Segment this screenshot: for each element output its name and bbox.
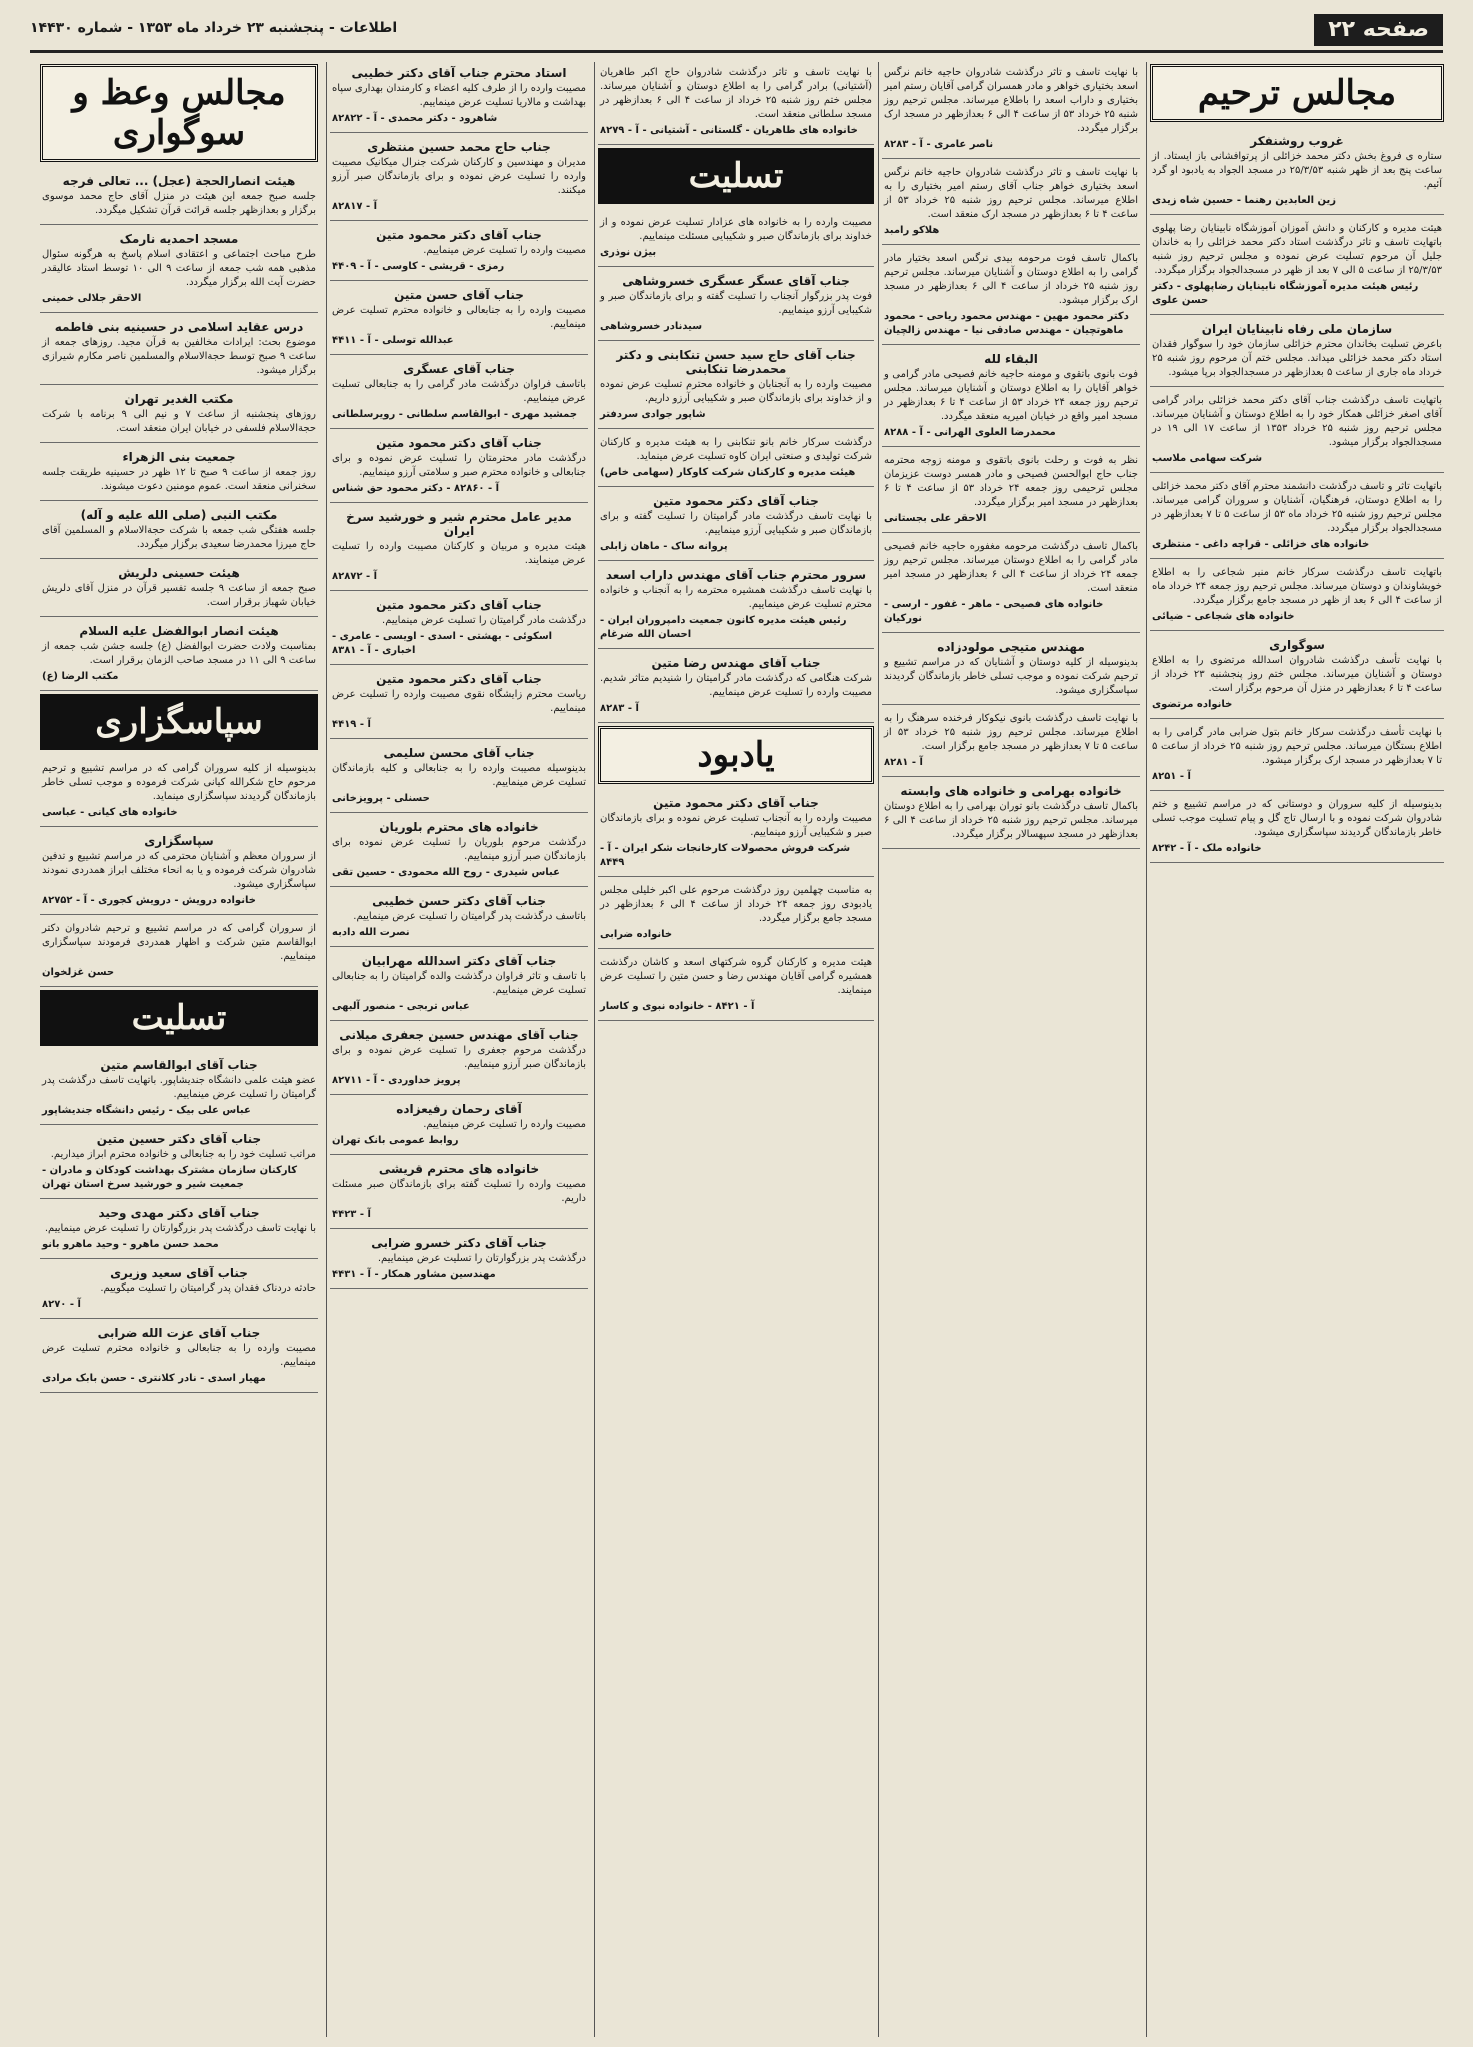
notice-signature: شرکت سهامی ملاسب: [1152, 453, 1263, 464]
notice-signature: رئیس هیئت مدیره کانون جمعیت دامپروران ایران - احسان الله ضرغام: [600, 615, 847, 640]
notice: [1150, 130, 1444, 215]
notice-body: روز جمعه از ساعت ۹ صبح تا ۱۲ ظهر در حسینیه طریقت جلسه سخنرانی منعقد است. عموم مومنین دعوت میشوند.: [42, 467, 316, 492]
notice-signature: آ - ۴۴۱۹: [332, 719, 371, 730]
notice-signature: رئیس هیئت مدیره آموزشگاه نابینایان رضاپهلوی - دکتر حسن علوی: [1152, 281, 1419, 306]
notice: [330, 1158, 588, 1229]
section-banner: سپاسگزاری: [40, 694, 318, 750]
notice-body: مصیبت وارده را تسلیت عرض مینماییم.: [423, 245, 586, 256]
notice-body: روزهای پنجشنبه از ساعت ۷ و نیم الی ۹ برنامه با شرکت حجةالاسلام فلسفی در خیابان ایران منعقد است.: [42, 409, 316, 434]
notice-body: فوت پدر بزرگوار آنجناب را تسلیت گفته و برای بازماندگان صبر و شکیبایی آرزو مینماییم.: [600, 291, 872, 316]
notice-signature: خانواده ضرابی: [600, 929, 673, 940]
notice-signature: آ - ۸۲۸۳: [600, 703, 639, 714]
notice: [40, 562, 318, 617]
notice-heading: جناب آقای دکتر حسین متین: [96, 1132, 262, 1146]
notice-body: عضو هیئت علمی دانشگاه جندیشاپور. باتهایت تاسف درگذشت پدر گرامیتان را تسلیت عرض مینماییم.: [42, 1075, 316, 1100]
notice-signature: نصرت الله دادبه: [332, 927, 410, 938]
notice-body: طرح مباحث اجتماعی و اعتقادی اسلام پاسخ به هرگونه سئوال مذهبی همه شب جمعه از ساعت ۹ الی ۱۰ توسط استاد عالیقدر حضرت آیت الله برگزار میگردد.: [42, 249, 316, 288]
notice: [598, 212, 874, 267]
notice: [330, 1232, 588, 1289]
notice-signature: مهندسین مشاور همکار - آ - ۴۴۳۱: [332, 1269, 496, 1280]
notice-body: بدینوسیله از کلیه دوستان و آشنایان که در مراسم تشییع و ترحیم شرکت نموده و موجب تسلی خاطر بازماندگان گردیدند سپاسگزاری میشود.: [884, 657, 1138, 696]
column-2: [882, 62, 1140, 2037]
notice-signature: مهیار اسدی - نادر کلانتری - حسن بابک مرادی: [42, 1373, 266, 1384]
notice-body: با نهایت تأسف درگذشت سرکار خانم بتول ضرابی مادر گرامی را به اطلاع بستگان میرساند. مجلس ترحیم روز شنبه ۲۵ خرداد از ساعت ۵ تا ۷ بعدازظهر در مسجد ارک برگزار میشود.: [1152, 727, 1443, 766]
notice-body: شرکت هنگامی که درگذشت مادر گرامیتان را شنیدیم متاثر شدیم. مصیبت وارده را تسلیت عرض مینماییم.: [600, 673, 872, 698]
notice-heading: هیئت انصارالحجة (عجل) ... تعالی فرجه: [62, 174, 296, 188]
notice-signature: آ - ۸۲۸۱۷: [332, 201, 378, 212]
notice: [598, 432, 874, 487]
notice-body: هیئت مدیره و مربیان و کارکنان مصیبت وارده را تسلیت عرض مینمایند.: [332, 541, 586, 566]
notice-signature: عبدالله توسلی - آ - ۴۴۱۱: [332, 335, 454, 346]
notice-body: باکمال تاسف فوت مرحومه بیدی نرگس اسعد بختیار مادر گرامی را به اطلاع دوستان و آشنایان میرساند. مجلس ترحیم روز شنبه ۲۵ خرداد از ساعت ۴ الی ۶ بعدازظهر در مسجد ارک برگزار میشود.: [884, 253, 1138, 306]
notice-signature: آ - ۴۴۲۳: [332, 1209, 371, 1220]
notice: [330, 1098, 588, 1155]
notice: [1150, 562, 1444, 631]
notice-heading: جناب آقای محسن سلیمی: [383, 746, 535, 760]
notice: [882, 248, 1140, 345]
notice-signature: شاپور جوادی سردفتر: [600, 409, 706, 420]
notice: [40, 228, 318, 313]
notice-signature: خانواده های شجاعی - ضیائی: [1152, 611, 1295, 622]
column-rule: [326, 62, 327, 2037]
notice-signature: آ - ۸۴۲۱ - خانواده نبوی و کاسار: [600, 1001, 755, 1012]
notice: [330, 432, 588, 503]
notice: [330, 506, 588, 591]
notice-signature: الاحقر جلالی خمینی: [42, 293, 142, 304]
notice-body: باتاسف فراوان درگذشت مادر گرامی را به جنابعالی تسلیت عرض مینماییم.: [332, 379, 586, 404]
notice: [40, 830, 318, 915]
notice-body: باتهایت تاسف درگذشت سرکار خانم منیر شجاعی را به اطلاع خویشاوندان و دوستان میرساند. مجلس ترحیم روز جمعه ۲۴ خرداد ماه از ساعت ۴ الی ۶ بعد از ظهر در مسجد جامع برگزار میگردد.: [1152, 567, 1442, 606]
notice-heading: سپاسگزاری: [144, 834, 214, 848]
notice-heading: البقاء لله: [984, 352, 1038, 366]
notice-heading: مدیر عامل محترم شیر و خورشید سرخ ایران: [346, 510, 572, 538]
notice-signature: شاهرود - دکتر محمدی - آ - ۸۲۸۲۲: [332, 113, 498, 124]
section-banner: مجالس ترحیم: [1150, 64, 1444, 122]
notice: [330, 284, 588, 355]
notice-body: ستاره ی فروغ بخش دکتر محمد خزائلی از پرتوافشانی باز ایستاد. از ساعت پنج بعد از ظهر شنبه ۲۵/۳/۵۳ در مسجد الجواد به یادبود او گرد آئیم.: [1152, 151, 1442, 190]
notice-signature: سیدنادر خسروشاهی: [600, 321, 703, 332]
notice-body: درگذشت مرحوم جعفری را تسلیت عرض نموده و برای بازماندگان صبر آرزو مینماییم.: [332, 1045, 586, 1070]
notice-body: هیئت مدیره و کارکنان گروه شرکتهای اسعد و کاشان درگذشت همشیره گرامی آقایان مهندس رضا و حسن متین را تسلیت عرض مینمایند.: [600, 957, 872, 996]
notice-heading: مکتب النبی (صلی الله علیه و آله): [80, 508, 278, 522]
notice: [882, 450, 1140, 533]
notice-body: با نهایت تاسف درگذشت مادر گرامیتان را تسلیت گفته و برای بازماندگان صبر و شکیبایی آرزو مینماییم.: [600, 511, 872, 536]
notice: [40, 918, 318, 987]
notice: [40, 170, 318, 225]
notice-body: با نهایت تاسف و تاثر درگذشت شادروان حاجیه خانم نرگس اسعد بختیاری خواهر و مادر همسران گرامی آقایان رستم امیر بختیاری و داراب اسعد را باطلاع میرساند. مجلس ترحیم روز شنبه ۲۵ خرداد ۵۳ از ساعت ۴ الی ۶ بعدازظهر در مسجد ارک برگزار میگردد.: [884, 67, 1138, 134]
notice-signature: هلاکو رامبد: [884, 225, 940, 236]
notice-signature: خانواده مرتضوی: [1152, 699, 1233, 710]
notice: [40, 446, 318, 501]
notice: [598, 564, 874, 649]
section-banner: تسلیت: [40, 990, 318, 1046]
notice-heading: مهندس متیجی مولودزاده: [937, 640, 1085, 654]
notice-signature: پروانه ساک - ماهان زابلی: [600, 541, 728, 552]
notice-heading: خانواده های محترم بلوریان: [379, 820, 539, 834]
notice-heading: سازمان ملی رفاه نابینایان ایران: [1201, 322, 1393, 336]
notice: [1150, 634, 1444, 719]
notice-heading: جناب آقای دکتر محمود متین: [376, 436, 542, 450]
notice-heading: جناب آقای دکتر خسرو ضرابی: [371, 1236, 547, 1250]
notice-body: مصیبت وارده را به آنجناب تسلیت عرض نموده و برای بازماندگان صبر و شکیبایی آرزو مینماییم.: [600, 813, 872, 838]
notice: [598, 344, 874, 429]
notice-body: صبح جمعه از ساعت ۹ جلسه تفسیر قرآن در منزل آقای دلریش خیابان شهباز برقرار است.: [42, 583, 316, 608]
notice: [598, 490, 874, 561]
notice: [882, 62, 1140, 159]
column-4: [330, 62, 588, 2037]
notice-signature: عباس علی بیک - رئیس دانشگاه جندیشاپور: [42, 1105, 251, 1116]
notice: [1150, 476, 1444, 559]
notice: [882, 536, 1140, 633]
notice: [598, 880, 874, 949]
notice-body: به مناسبت چهلمین روز درگذشت مرحوم علی اکبر خلیلی مجلس یادبودی روز جمعه ۲۴ خرداد از ساعت ۴ الی ۶ بعدازظهر در مسجد جامع برگزار میگردد.: [600, 885, 872, 924]
notice-body: باتاسف درگذشت پدر گرامیتان را تسلیت عرض مینماییم.: [353, 911, 586, 922]
notice: [40, 316, 318, 385]
page-number: صفحه ۲۲: [1314, 14, 1443, 46]
notice: [40, 1202, 318, 1259]
notice: [1150, 390, 1444, 473]
notice-signature: پرویز خداوردی - آ - ۸۲۷۱۱: [332, 1075, 461, 1086]
notice: [330, 136, 588, 221]
notice-signature: حسنلی - پرویزخانی: [332, 793, 430, 804]
notice-signature: خانواده ملک - آ - ۸۲۴۲: [1152, 843, 1262, 854]
column-3: [598, 62, 874, 2037]
notice-body: بدینوسیله از کلیه سروران و دوستانی که در مراسم تشییع و ختم شادروان شرکت نموده و با ارسال تاج گل و پیام تسلیت موجب تسلی خاطر بازماندگان گردیدند سپاسگزاری میشود.: [1152, 799, 1442, 838]
notice-signature: شرکت فروش محصولات کارخانجات شکر ایران - آ - ۸۴۴۹: [600, 843, 851, 868]
notice: [330, 62, 588, 133]
notice-heading: مسجد احمدیه نارمک: [119, 232, 239, 246]
notice: [40, 1128, 318, 1199]
column-1: [1150, 62, 1444, 2037]
notice-body: نظر به فوت و رحلت بانوی باتقوی و مومنه زوجه محترمه جناب حاج ابوالحسن فصیحی و مادر همسر دوست عزیزمان مجلس ترحیمی روز جمعه ۲۴ خرداد ۵۳ از ساعت ۴ تا ۶ بعدازظهر در مسجد امیر برگزار میگردد.: [884, 455, 1139, 508]
notice-signature: بیژن نوذری: [600, 247, 657, 258]
notice-body: مصیبت وارده را به جنابعالی و خانواده محترم تسلیت عرض مینماییم.: [42, 1343, 316, 1368]
notice-signature: اسکوئی - بهشتی - اسدی - اویسی - عامری - اخباری - آ - ۸۳۸۱: [332, 631, 553, 656]
notice-body: با نهایت تاسف و تاثر درگذشت شادروان حاج اکبر طاهریان (آشتیانی) برادر گرامی را به اطلاع دوستان و آشنایان میرساند. مجلس ختم روز شنبه ۲۵ خرداد از ساعت ۴ الی ۶ بعدازظهر در مسجد سلطانی منعقد است.: [600, 67, 872, 120]
notice-body: جلسه صبح جمعه این هیئت در منزل آقای حاج محمد موسوی برگزار و بعدازظهر جلسه قرائت قرآن تشکیل میگردد.: [42, 191, 316, 216]
notice-heading: خانواده بهرامی و خانواده های وابسته: [900, 784, 1122, 798]
notice-signature: آ - ۸۲۵۱: [1152, 771, 1191, 782]
notice: [40, 758, 318, 827]
notice: [882, 708, 1140, 777]
notice: [40, 1262, 318, 1319]
notice-body: جلسه هفتگی شب جمعه با شرکت حجةالاسلام و المسلمین آقای حاج میرزا محمدرضا سعیدی برگزار میگردد.: [42, 525, 316, 550]
notice-signature: ناصر عامری - آ - ۸۲۸۳: [884, 139, 994, 150]
notice-body: بمناسبت ولادت حضرت ابوالفضل (ع) جلسه جشن شب جمعه از ساعت ۹ الی ۱۱ در مسجد صاحب الزمان برقرار است.: [42, 641, 316, 666]
masthead: [30, 14, 1443, 53]
notice-signature: زین العابدین رهنما - حسین شاه زیدی: [1152, 195, 1337, 206]
notice: [598, 62, 874, 145]
column-rule: [594, 62, 595, 2037]
notice-heading: جناب آقای عسگر عسگری خسروشاهی: [622, 274, 850, 288]
notice-signature: خانواده های کیانی - عباسی: [42, 807, 178, 818]
section-banner: تسلیت: [598, 148, 874, 204]
notice: [1150, 794, 1444, 863]
notice-signature: خانواده درویش - درویش کجوری - آ - ۸۲۷۵۲: [42, 895, 256, 906]
notice-heading: جمعیت بنی الزهراء: [122, 450, 236, 464]
notice-signature: آ - ۸۲۷۰: [42, 1299, 81, 1310]
notice-body: ریاست محترم زایشگاه نقوی مصیبت وارده را تسلیت عرض مینماییم.: [332, 689, 586, 714]
notice-heading: جناب آقای دکتر محمود متین: [376, 672, 542, 686]
notice: [40, 1054, 318, 1125]
notice-heading: جناب آقای دکتر محمود متین: [376, 228, 542, 242]
notice-heading: جناب آقای عسگری: [403, 362, 515, 376]
notice-body: با نهایت تاسف درگذشت همشیره محترمه را به آنجناب و خانواده محترم تسلیت عرض مینماییم.: [600, 585, 872, 610]
notice-body: باکمال تاسف درگذشت بانو توران بهرامی را به اطلاع دوستان میرساند. مجلس ترحیم روز شنبه ۲۵ خرداد از ساعت ۴ الی ۶ بعدازظهر در مسجد سپهسالار برگزار میگردد.: [884, 801, 1138, 840]
notice-signature: خانواده های فصیحی - ماهر - غفور - ارسی - نورکیان: [884, 599, 1104, 624]
notice-heading: جناب آقای ابوالقاسم متین: [100, 1058, 258, 1072]
notice-body: باتهایت تاسف درگذشت جناب آقای دکتر محمد خزائلی برادر گرامی آقای اصغر خزائلی همکار خود را به اطلاع دوستان و آشنایان میرساند. مجلس ترحیم روز شنبه ۲۵ خرداد ۱۳۵۳ از ساعت ۱۷ الی ۱۹ در مسجدالجواد برگزار میشود.: [1152, 395, 1442, 448]
column-5: [40, 62, 318, 2037]
notice-body: بدینوسیله مصیبت وارده را به جنابعالی و کلیه بازماندگان تسلیت عرض مینماییم.: [332, 763, 586, 788]
notice-signature: حسن غزلخوان: [42, 967, 115, 978]
notice-body: مصیبت وارده را تسلیت گفته برای بازماندگان صبر مسئلت داریم.: [332, 1179, 586, 1204]
notice: [40, 1322, 318, 1393]
notice: [330, 668, 588, 739]
notice-heading: خانواده های محترم قریشی: [378, 1162, 540, 1176]
notice-body: با نهایت تأسف درگذشت شادروان اسدالله مرتضوی را به اطلاع دوستان و آشنایان میرساند. مجلس ختم روز پنجشنبه ۲۳ خرداد از ساعت ۴ تا ۶ بعدازظهر در منزل آن مرحوم برگزار است.: [1152, 655, 1442, 694]
notice-signature: آ - ۸۲۸۶۰ - دکتر محمود حق شناس: [332, 483, 500, 494]
notice-signature: محمد حسن ماهرو - وحید ماهرو بانو: [42, 1239, 219, 1250]
notice-heading: جناب آقای حاج سید حسن تنکابنی و دکتر محمدرضا تنکابنی: [616, 348, 856, 376]
notice-signature: دکتر محمود مهین - مهندس محمود ریاحی - محمود ماهوتچیان - مهندس صادقی نیا - مهندس زالچیان: [884, 311, 1129, 336]
notice-signature: الاحقر علی بجستانی: [884, 513, 987, 524]
notice: [330, 358, 588, 429]
notice: [330, 890, 588, 947]
notice: [882, 780, 1140, 849]
section-banner: یادبود: [598, 726, 874, 784]
notice-heading: مکتب الغدیر تهران: [124, 392, 234, 406]
notice-heading: جناب آقای سعید وزیری: [110, 1266, 248, 1280]
notice-body: درگذشت پدر بزرگوارتان را تسلیت عرض مینماییم.: [377, 1253, 586, 1264]
notice-signature: عباس شیدری - روح الله محمودی - حسین تقی: [332, 867, 560, 878]
notice-body: مصیبت وارده را به آنجنابان و خانواده محترم تسلیت عرض نموده و از خداوند برای بازماندگان صبر و شکیبایی آرزو داریم.: [600, 379, 872, 404]
notice-body: درگذشت سرکار خانم بانو تنکابنی را به هیئت مدیره و کارکنان شرکت تولیدی و صنعتی ایران کاوه تسلیت عرض مینماید.: [600, 437, 872, 462]
notice-heading: جناب آقای حسن متین: [394, 288, 524, 302]
notice-body: باکمال تاسف درگذشت مرحومه مغفوره حاجیه خانم فصیحی مادر گرامی را به اطلاع دوستان میرساند. مجلس ترحیم روز جمعه ۲۴ خرداد از ساعت ۴ الی ۶ بعدازظهر در مسجد امیر منعقد است.: [884, 541, 1138, 594]
notice-heading: هیئت انصار ابوالفضل علیه السلام: [79, 624, 279, 638]
notice-body: موضوع بحث: ایرادات مخالفین به قرآن مجید. روزهای جمعه از ساعت ۹ صبح توسط حجةالاسلام والمسلمین ناصر مکارم شیرازی برگزار میشود.: [42, 337, 317, 376]
notice-body: مدیران و مهندسین و کارکنان شرکت جنرال میکانیک مصیبت وارده را تسلیت عرض نموده و برای بازماندگان صبر آرزو میکنند.: [332, 157, 586, 196]
notice-body: با نهایت تاسف درگذشت پدر بزرگوارتان را تسلیت عرض مینماییم.: [44, 1223, 316, 1234]
notice-signature: هیئت مدیره و کارکنان شرکت کاوکار (سهامی خاص): [600, 467, 856, 478]
notice: [598, 952, 874, 1021]
notice-body: با نهایت تاسف و تاثر درگذشت شادروان حاجیه خانم نرگس اسعد بختیاری خواهر جناب آقای رستم امیر بختیاری را به اطلاع میرساند. مجلس ترحیم روز شنبه ۲۵ خرداد ۵۳ از ساعت ۴ تا ۶ بعدازظهر در مسجد ارک منعقد است.: [884, 167, 1138, 220]
notice: [330, 594, 588, 665]
notice-heading: هیئت حسینی دلریش: [118, 566, 240, 580]
notice-signature: آ - ۸۲۸۷۲: [332, 571, 378, 582]
notice-body: مصیبت وارده را به خانواده های عزادار تسلیت عرض نموده و از خداوند برای بازماندگان صبر و شکیبایی مسئلت مینماییم.: [600, 217, 872, 242]
notice-body: با تاسف و تاثر فراوان درگذشت والده گرامیتان را به جنابعالی تسلیت عرض مینماییم.: [332, 971, 586, 996]
notice: [40, 504, 318, 559]
notice-body: بدینوسیله از کلیه سروران گرامی که در مراسم تشییع و ترحیم مرحوم حاج شکرالله کیانی شرکت فرموده و موجب تسلی خاطر بازماندگان گردیدند سپاسگزاری مینماید.: [42, 763, 316, 802]
notice-signature: کارکنان سازمان مشترک بهداشت کودکان و مادران - جمعیت شیر و خورشید سرخ استان تهران: [42, 1165, 298, 1190]
notice-body: حادثه دردناک فقدان پدر گرامیتان را تسلیت میگوییم.: [100, 1283, 316, 1294]
notice: [330, 224, 588, 281]
notice-signature: جمشید مهری - ابوالقاسم سلطانی - رویرسلطانی: [332, 409, 578, 420]
notice-signature: محمدرضا العلوی الهرانی - آ - ۸۲۸۸: [884, 427, 1056, 438]
notice-heading: جناب آقای دکتر حسن خطیبی: [372, 894, 546, 908]
notice-body: فوت بانوی باتقوی و مومنه حاجیه خانم فصیحی مادر گرامی و خواهر آقایان را به اطلاع دوستان و آشنایان میرساند. مجلس ترحیم روز جمعه ۲۴ خرداد ۵۳ از ساعت ۴ تا ۶ بعدازظهر در مسجد امیر واقع در خیابان امیریه منعقد میگردد.: [884, 369, 1138, 422]
notice: [40, 620, 318, 691]
notice: [882, 162, 1140, 245]
notice: [882, 348, 1140, 447]
notice-signature: مکتب الرضا (ع): [42, 671, 119, 682]
notice: [1150, 318, 1444, 387]
notice-body: مراتب تسلیت خود را به جنابعالی و خانواده محترم ابراز میداریم.: [50, 1149, 316, 1160]
notice: [598, 270, 874, 341]
notice-signature: عباس تربجی - منصور آلبهی: [332, 1001, 470, 1012]
notice-body: هیئت مدیره و کارکنان و دانش آموزان آموزشگاه نابینایان رضا پهلوی باتهایت تاسف و تاثر درگذشت استاد دکتر محمد خزائلی را به خاندان جلیل آن مرحوم تسلیت عرض نموده و مجلس ترحیم روز شنبه ۲۵/۳/۵۳ از ساعت ۵ الی ۷ بعد از ظهر در مسجدالجواد برگزار میگردد.: [1152, 223, 1442, 276]
notice: [330, 950, 588, 1021]
column-rule: [1146, 62, 1147, 2037]
notice-body: باعرض تسلیت بخاندان محترم خزائلی سازمان خود را سوگوار فقدان استاد دکتر محمد خزائلی میداند. مجلس ختم آن مرحوم روز شنبه ۲۵ خرداد ماه جاری از ساعت ۵ بعدازظهر در مسجدالجواد برپا میشود.: [1152, 339, 1442, 378]
notice-heading: جناب آقای عزت الله ضرابی: [97, 1326, 261, 1340]
notice-body: درگذشت مرحوم بلوریان را تسلیت عرض نموده برای بازماندگان صبر آرزو مینماییم.: [332, 837, 586, 862]
notice-signature: آ - ۸۲۸۱: [884, 757, 923, 768]
section-banner: مجالس وعظ و سوگواری: [40, 64, 318, 162]
notice: [1150, 218, 1444, 315]
notice-body: از سروران گرامی که در مراسم تشییع و ترحیم شادروان دکتر ابوالقاسم متین شرکت و اظهار همدردی فرمودند سپاسگزاری مینماییم.: [42, 923, 316, 962]
notice: [598, 652, 874, 723]
notice-body: مصیبت وارده را از طرف کلیه اعضاء و کارمندان بهداری سپاه بهداشت و مالاریا تسلیت عرض مینماییم.: [332, 83, 586, 108]
notice-body: درگذشت مادر گرامیتان را تسلیت عرض مینماییم.: [382, 615, 586, 626]
notice-signature: خانواده های طاهریان - گلستانی - آشتیانی - آ - ۸۲۷۹: [600, 125, 858, 136]
notice: [330, 1024, 588, 1095]
notice-body: باتهایت تاثر و تاسف درگذشت دانشمند محترم آقای دکتر محمد خزائلی را به اطلاع دوستان، فرهنگیان، آشنایان و سروران گرامی میرساند. مجلس ترحیم روز شنبه ۲۵ خرداد ماه ۵۳ از ساعت ۵ تا ۷ بعدازظهر در مسجدالجواد برگزار میگردد.: [1152, 481, 1443, 534]
notice-signature: رمزی - قریشی - کاوسی - آ - ۴۴۰۹: [332, 261, 505, 272]
notice: [40, 388, 318, 443]
notice-heading: آقای رحمان رفیعزاده: [396, 1102, 522, 1116]
notice: [882, 636, 1140, 705]
notice: [330, 742, 588, 813]
notice-heading: استاد محترم جناب آقای دکتر خطیبی: [351, 66, 567, 80]
notice-signature: خانواده های خزائلی - قراچه داغی - منتظری: [1152, 539, 1370, 550]
notice-heading: جناب آقای دکتر مهدی وحید: [98, 1206, 260, 1220]
notice-heading: جناب آقای دکتر محمود متین: [376, 598, 542, 612]
notice-heading: سرور محترم جناب آقای مهندس داراب اسعد: [605, 568, 867, 582]
notice-heading: غروب روشنفکر: [1250, 134, 1344, 148]
notice-body: مصیبت وارده را تسلیت عرض مینماییم.: [423, 1119, 586, 1130]
notice-heading: جناب حاج محمد حسین منتظری: [367, 140, 551, 154]
dateline: اطلاعات - پنجشنبه ۲۳ خرداد ماه ۱۳۵۳ - شماره ۱۴۴۳۰: [30, 20, 398, 36]
notice-heading: جناب آقای دکتر محمود متین: [653, 494, 819, 508]
notice-heading: درس عقاید اسلامی در حسینیه بنی فاطمه: [54, 320, 304, 334]
notice: [330, 816, 588, 887]
notice-heading: سوگواری: [1269, 638, 1325, 652]
notice: [1150, 722, 1444, 791]
notice-heading: جناب آقای دکتر محمود متین: [653, 796, 819, 810]
notice-body: با نهایت تاسف درگذشت بانوی نیکوکار فرخنده سرهنگ را به اطلاع میرساند. مجلس ترحیم روز شنبه ۲۵ خرداد ۵۳ از ساعت ۵ تا ۷ بعدازظهر در مسجد جامع برگزار است.: [884, 713, 1138, 752]
notice-body: درگذشت مادر محترمتان را تسلیت عرض نموده و برای جنابعالی و خانواده محترم صبر و سلامتی آرزو مینماییم.: [332, 453, 586, 478]
notice: [598, 792, 874, 877]
notice-heading: جناب آقای دکتر اسدالله مهرابیان: [361, 954, 557, 968]
notice-body: مصیبت وارده را به جنابعالی و خانواده محترم تسلیت عرض مینماییم.: [332, 305, 586, 330]
notice-body: از سروران معظم و آشنایان محترمی که در مراسم تشییع و تدفین شادروان شرکت فرموده و یا به انحاء مختلف ابراز همدردی نمودند سپاسگزاری میشود.: [42, 851, 316, 890]
column-rule: [878, 62, 879, 2037]
notice-heading: جناب آقای مهندس حسین جعفری میلانی: [339, 1028, 579, 1042]
notice-signature: روابط عمومی بانک تهران: [332, 1135, 459, 1146]
notice-heading: جناب آقای مهندس رضا متین: [651, 656, 821, 670]
